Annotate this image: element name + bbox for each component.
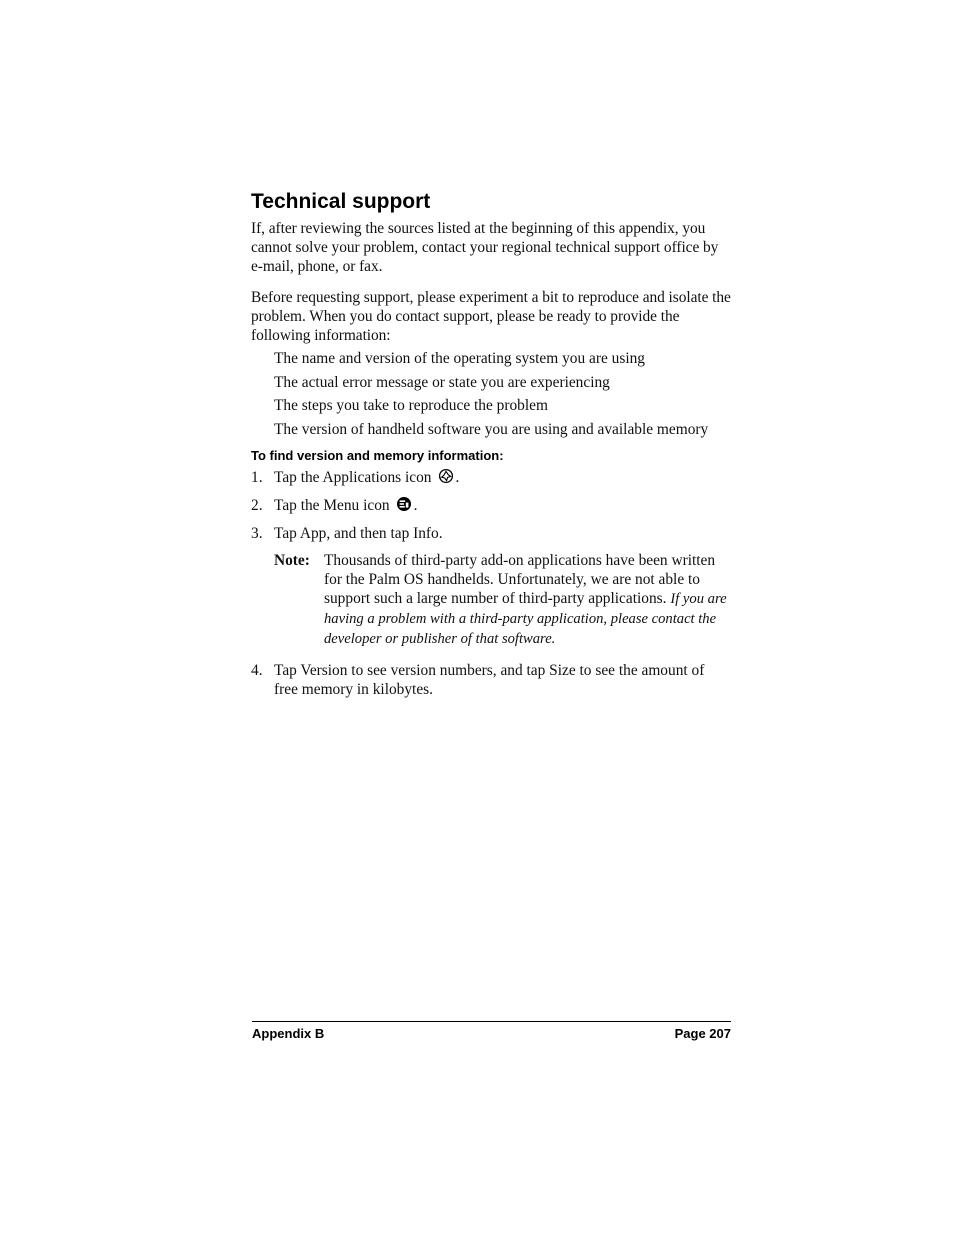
step-number: 1. <box>251 468 263 486</box>
before-paragraph: Before requesting support, please experiment a bit to reproduce and isolate the problem. When you do contact support, please be ready to provide the following information: <box>251 289 731 344</box>
applications-icon <box>438 468 454 489</box>
step-item <box>251 468 731 489</box>
step-number: 4. <box>251 661 263 679</box>
step-number: 2. <box>251 496 263 514</box>
step-suffix: . <box>413 496 418 514</box>
procedure-title: To find version and memory information: <box>251 447 504 463</box>
note-block <box>274 551 731 649</box>
list-item: The actual error message or state you are experiencing <box>274 373 610 391</box>
step-text: Tap the Applications icon <box>274 468 432 486</box>
note-text: Thousands of third-party add-on applications have been written for the Palm OS handhelds. Unfortunately, we are not able to support such a large number of third-party applications. <box>324 551 716 607</box>
step-text: Tap the Menu icon <box>274 496 390 514</box>
intro-paragraph: If, after reviewing the sources listed at the beginning of this appendix, you cannot solve your problem, contact your regional technical support office by e-mail, phone, or fax. <box>251 220 719 275</box>
step-text: Tap App, and then tap Info. <box>274 524 443 542</box>
info-list <box>251 349 731 439</box>
step-text: Tap Version to see version numbers, and tap Size to see the amount of free memory in kilobytes. <box>274 661 705 698</box>
step-item <box>251 661 731 699</box>
footer-page-number: Page 207 <box>674 1026 731 1041</box>
step-number: 3. <box>251 524 263 542</box>
page-footer <box>252 1021 731 1042</box>
menu-icon <box>396 496 412 517</box>
page-content <box>251 188 731 706</box>
steps-list <box>251 468 731 699</box>
step-suffix: . <box>455 468 460 486</box>
step-item <box>251 496 731 517</box>
note-label: Note: <box>274 551 310 569</box>
step-item <box>251 524 731 649</box>
section-title: Technical support <box>251 190 431 213</box>
note-italic-text: If you are having a problem with a third-party application, please contact the developer or publisher of that software. <box>324 590 727 647</box>
list-item: The version of handheld software you are using and available memory <box>274 420 709 438</box>
list-item: The name and version of the operating system you are using <box>274 350 645 367</box>
footer-section: Appendix B <box>252 1026 325 1041</box>
list-item: The steps you take to reproduce the problem <box>274 397 548 414</box>
